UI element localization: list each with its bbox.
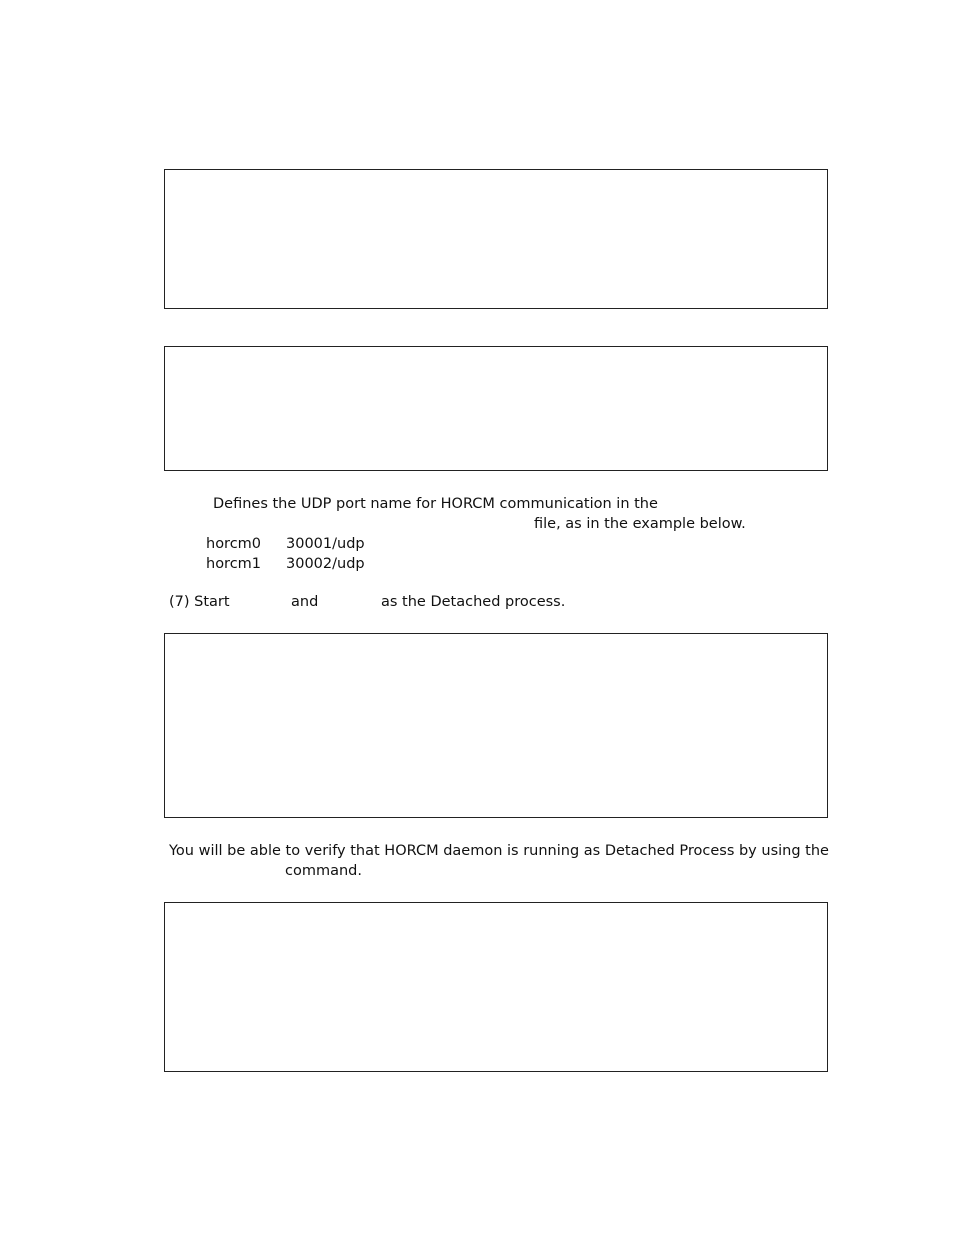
udp-description-line-2: file, as in the example below. [534, 516, 746, 532]
code-box-1 [164, 169, 828, 309]
service-entry-name: horcm0 [206, 536, 262, 552]
step7-rest: as the Detached process. [381, 594, 566, 610]
service-entry-name: horcm1 [206, 556, 262, 572]
code-box-3 [164, 633, 828, 818]
service-entry-port: 30001/udp [286, 536, 365, 552]
verify-line-1: You will be able to verify that HORCM daemon is running as Detached Process by using the [169, 843, 829, 859]
udp-description-line-1: Defines the UDP port name for HORCM communication in the [213, 496, 658, 512]
step7-start: (7) Start [169, 594, 230, 610]
verify-line-2: command. [285, 863, 362, 879]
code-box-4 [164, 902, 828, 1072]
code-box-2 [164, 346, 828, 471]
step7-and: and [291, 594, 319, 610]
service-entry-port: 30002/udp [286, 556, 365, 572]
